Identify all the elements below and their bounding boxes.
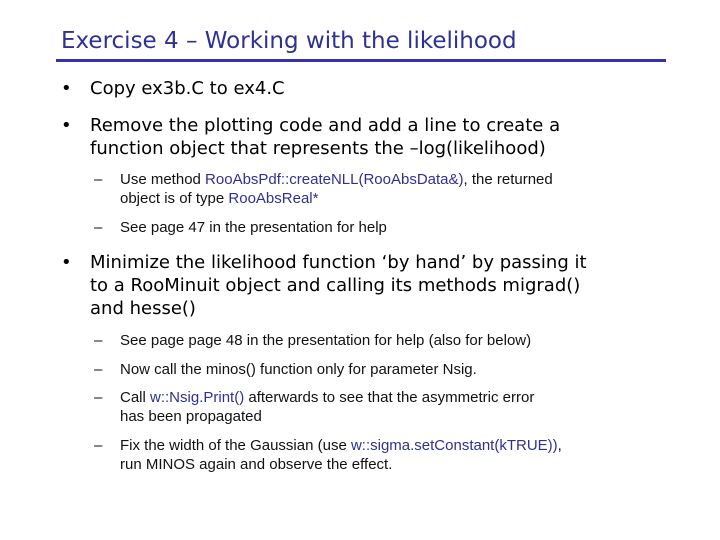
sub-text: See page page 48 in the presentation for help (also for below) — [120, 332, 532, 349]
bullet-item-1 — [61, 77, 285, 100]
code-snippet: RooAbsReal* — [228, 190, 319, 207]
sub-text-line-2: run MINOS again and observe the effect. — [120, 456, 393, 473]
sub-marker: – — [94, 389, 103, 406]
bullet-marker: • — [61, 252, 72, 273]
sub-item-create-nll — [94, 170, 553, 208]
slide-title: Exercise 4 – Working with the likelihood — [61, 28, 517, 54]
bullet-item-3 — [61, 251, 587, 320]
sub-item-page-47 — [94, 218, 387, 237]
sub-marker: – — [94, 332, 103, 349]
sub-text-line-1 — [120, 388, 534, 407]
sub-text-mid: , the returned — [463, 171, 553, 188]
sub-marker: – — [94, 171, 103, 188]
bullet-text: Copy ex3b.C to ex4.C — [90, 78, 285, 99]
sub-text-pre: Use method — [120, 171, 206, 188]
bullet-marker: • — [61, 78, 72, 99]
bullet-text-line-3: and hesse() — [90, 298, 196, 319]
sub-item-page-48 — [94, 331, 531, 350]
bullet-text-line-1: Remove the plotting code and add a line to create a — [90, 115, 561, 136]
sub-text-pre: object is of type — [120, 190, 229, 207]
sub-text-line-1 — [120, 436, 562, 455]
sub-text-line-2: has been propagated — [120, 408, 262, 425]
sub-marker: – — [94, 361, 103, 378]
sub-text-line-2 — [120, 189, 553, 208]
sub-text: Now call the minos() function only for parameter Nsig. — [120, 361, 477, 378]
sub-text: See page 47 in the presentation for help — [120, 219, 387, 236]
bullet-text-line-1: Minimize the likelihood function ‘by hand’ by passing it — [90, 252, 587, 273]
sub-text-pre: Call — [120, 389, 151, 406]
sub-item-fix-width — [94, 436, 562, 474]
sub-item-minos — [94, 360, 477, 379]
sub-marker: – — [94, 219, 103, 236]
sub-text-line-1 — [120, 170, 553, 189]
sub-text-post: , — [557, 437, 562, 454]
title-underline — [56, 59, 666, 62]
bullet-marker: • — [61, 115, 72, 136]
bullet-item-2 — [61, 114, 560, 160]
code-snippet: w::Nsig.Print() — [150, 389, 245, 406]
bullet-text-line-2: function object that represents the –log(likelihood) — [90, 138, 546, 159]
sub-marker: – — [94, 437, 103, 454]
sub-text-pre: Fix the width of the Gaussian (use — [120, 437, 351, 454]
code-snippet: RooAbsPdf::createNLL(RooAbsData&) — [205, 171, 464, 188]
bullet-text-line-2: to a RooMinuit object and calling its methods migrad() — [90, 275, 581, 296]
sub-item-print — [94, 388, 534, 426]
sub-text-post: afterwards to see that the asymmetric error — [244, 389, 535, 406]
code-snippet: w::sigma.setConstant(kTRUE)) — [350, 437, 558, 454]
